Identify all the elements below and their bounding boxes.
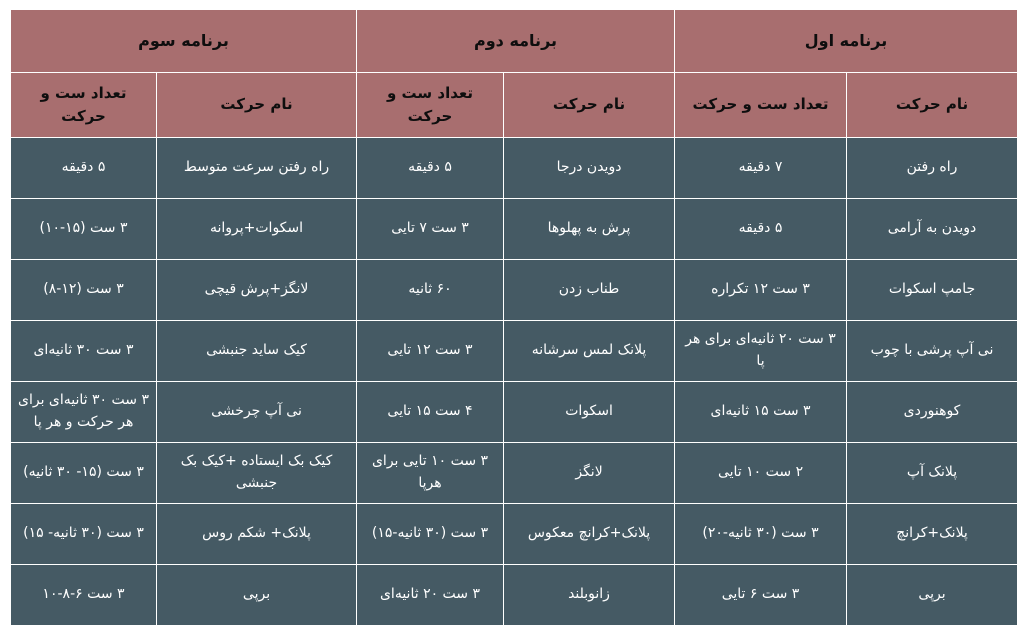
p1-sets-cell: ۵ دقیقه xyxy=(675,199,847,260)
p2-sets-header: تعداد ست و حرکت xyxy=(357,73,504,138)
p1-sets-cell: ۳ ست (۳۰ ثانیه-۲۰) xyxy=(675,504,847,565)
table-row xyxy=(11,138,1018,199)
p3-name-cell: اسکوات+پروانه xyxy=(157,199,357,260)
p2-sets-cell: ۴ ست ۱۵ تایی xyxy=(357,382,504,443)
p2-sets-cell: ۳ ست ۱۲ تایی xyxy=(357,321,504,382)
p1-name-cell: پلانک آپ xyxy=(847,443,1018,504)
table-row xyxy=(11,382,1018,443)
p1-sets-cell: ۳ ست ۶ تایی xyxy=(675,565,847,626)
p3-name-cell: نی آپ چرخشی xyxy=(157,382,357,443)
p3-name-cell: کیک ساید جنبشی xyxy=(157,321,357,382)
p1-sets-header: تعداد ست و حرکت xyxy=(675,73,847,138)
p2-name-cell: پرش به پهلوها xyxy=(504,199,675,260)
p3-sets-cell: ۳ ست ۳۰ ثانیه‌ای xyxy=(11,321,157,382)
p3-sets-header: تعداد ست و حرکت xyxy=(11,73,157,138)
p2-name-cell: پلانک+کرانچ معکوس xyxy=(504,504,675,565)
p2-name-cell: زانوبلند xyxy=(504,565,675,626)
table-row xyxy=(11,260,1018,321)
p3-sets-cell: ۳ ست (۱۵- ۳۰ ثانیه) xyxy=(11,443,157,504)
p1-sets-cell: ۲ ست ۱۰ تایی xyxy=(675,443,847,504)
p1-name-cell: نی آپ پرشی با چوب xyxy=(847,321,1018,382)
program-2-header: برنامه دوم xyxy=(357,10,675,73)
p2-sets-cell: ۳ ست (۳۰ ثانیه-۱۵) xyxy=(357,504,504,565)
program-3-header: برنامه سوم xyxy=(11,10,357,73)
table-row xyxy=(11,443,1018,504)
p3-name-cell: برپی xyxy=(157,565,357,626)
p3-sets-cell: ۳ ست (۱۲-۸) xyxy=(11,260,157,321)
p1-name-header: نام حرکت xyxy=(847,73,1018,138)
p3-name-cell: کیک بک ایستاده +کیک بک جنبشی xyxy=(157,443,357,504)
table-row xyxy=(11,504,1018,565)
p2-name-cell: اسکوات xyxy=(504,382,675,443)
p1-name-cell: دویدن به آرامی xyxy=(847,199,1018,260)
p3-name-cell: پلانک+ شکم روس xyxy=(157,504,357,565)
p3-sets-cell: ۳ ست ۶-۸-۱۰ xyxy=(11,565,157,626)
p2-name-cell: لانگز xyxy=(504,443,675,504)
table-body xyxy=(11,138,1018,626)
p2-name-cell: طناب زدن xyxy=(504,260,675,321)
p1-name-cell: پلانک+کرانچ xyxy=(847,504,1018,565)
p2-sets-cell: ۶۰ ثانیه xyxy=(357,260,504,321)
p1-name-cell: جامپ اسکوات xyxy=(847,260,1018,321)
p1-sets-cell: ۷ دقیقه xyxy=(675,138,847,199)
p2-name-cell: پلانک لمس سرشانه xyxy=(504,321,675,382)
table-row xyxy=(11,321,1018,382)
p3-name-cell: راه رفتن سرعت متوسط xyxy=(157,138,357,199)
p1-sets-cell: ۳ ست ۱۲ تکراره xyxy=(675,260,847,321)
p2-name-header: نام حرکت xyxy=(504,73,675,138)
p3-name-cell: لانگز+پرش قیچی xyxy=(157,260,357,321)
column-header-row xyxy=(11,73,1018,138)
program-header-row xyxy=(11,10,1018,73)
p3-sets-cell: ۵ دقیقه xyxy=(11,138,157,199)
p3-sets-cell: ۳ ست (۳۰ ثانیه- ۱۵) xyxy=(11,504,157,565)
p2-sets-cell: ۳ ست ۷ تایی xyxy=(357,199,504,260)
table-row xyxy=(11,565,1018,626)
p3-name-header: نام حرکت xyxy=(157,73,357,138)
p1-sets-cell: ۳ ست ۲۰ ثانیه‌ای برای هر پا xyxy=(675,321,847,382)
p3-sets-cell: ۳ ست (۱۵-۱۰) xyxy=(11,199,157,260)
workout-programs-table xyxy=(10,9,1018,626)
p2-sets-cell: ۵ دقیقه xyxy=(357,138,504,199)
p1-name-cell: راه رفتن xyxy=(847,138,1018,199)
p2-name-cell: دویدن درجا xyxy=(504,138,675,199)
p1-name-cell: برپی xyxy=(847,565,1018,626)
p3-sets-cell: ۳ ست ۳۰ ثانیه‌ای برای هر حرکت و هر پا xyxy=(11,382,157,443)
program-1-header: برنامه اول xyxy=(675,10,1018,73)
p2-sets-cell: ۳ ست ۱۰ تایی برای هرپا xyxy=(357,443,504,504)
p2-sets-cell: ۳ ست ۲۰ ثانیه‌ای xyxy=(357,565,504,626)
p1-sets-cell: ۳ ست ۱۵ ثانیه‌ای xyxy=(675,382,847,443)
table-row xyxy=(11,199,1018,260)
p1-name-cell: کوهنوردی xyxy=(847,382,1018,443)
